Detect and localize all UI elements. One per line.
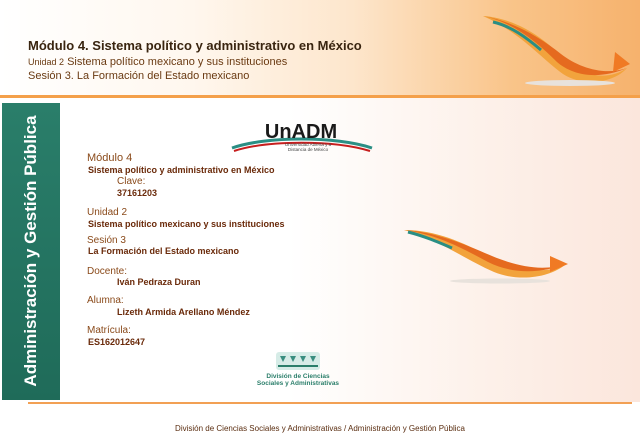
header-unit-prefix: Unidad 2 [28,57,65,67]
unadm-logo-subtitle-2: Distancia de México [287,147,329,152]
header-session: Sesión 3. La Formación del Estado mexicano [28,70,250,82]
sesion-label: Sesión 3 [87,235,126,246]
docente-label: Docente: [87,266,128,277]
unidad-value: Sistema político mexicano y sus instituciones [88,219,285,229]
sesion-value: La Formación del Estado mexicano [88,246,240,256]
header-unit-name: Sistema político mexicano y sus instituciones [67,56,288,68]
division-emblem-icon [276,352,320,370]
docente-value: Iván Pedraza Duran [117,277,201,287]
division-logo-line-2: Sociales y Administrativas [256,380,340,387]
orange-swoosh-arrow-icon [400,220,570,285]
footer-text: División de Ciencias Sociales y Administrativas / Administración y Gestión Pública [175,424,465,433]
clave-value: 37161203 [117,188,158,198]
alumna-value: Lizeth Armida Arellano Méndez [117,307,250,317]
division-logo-line-1: División de Ciencias [266,373,330,380]
unadm-logo-subtitle-1: Universidad Abierta y a [284,142,332,147]
sidebar-label: Administración y Gestión Pública [21,115,40,387]
clave-label: Clave: [117,176,146,187]
modulo-value: Sistema político y administrativo en México [88,165,275,175]
matricula-value: ES162012647 [88,337,146,347]
header-unit [28,56,287,68]
unidad-label: Unidad 2 [87,207,128,218]
division-logo [218,348,378,390]
header-title: Módulo 4. Sistema político y administrativo en México [28,38,362,53]
matricula-label: Matrícula: [87,325,131,336]
footer-divider [28,402,632,404]
modulo-label: Módulo 4 [87,152,133,164]
alumna-label: Alumna: [87,295,124,306]
unadm-logo [226,118,376,158]
orange-swoosh-arrow-icon [475,8,635,88]
unadm-logo-text: UnADM [264,121,338,143]
